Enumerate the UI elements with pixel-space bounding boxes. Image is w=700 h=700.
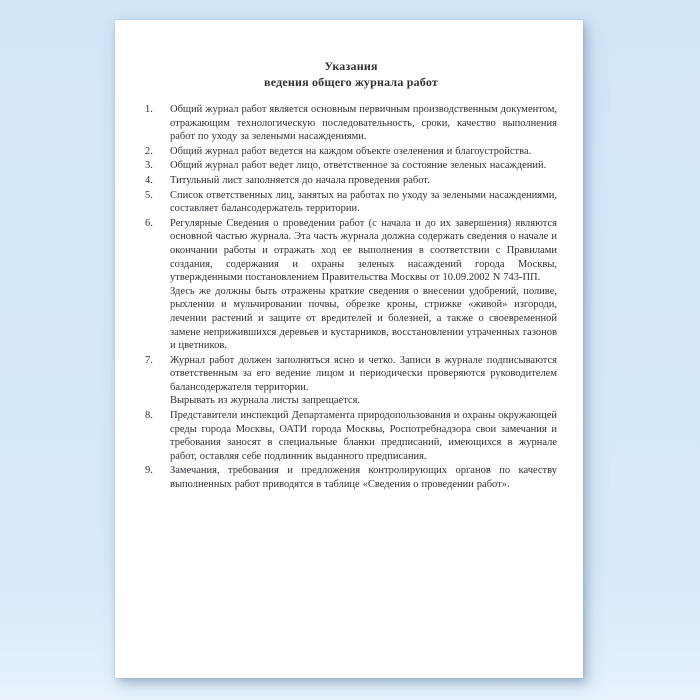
item-text <box>170 189 557 216</box>
item-paragraph: Замечания, требования и предложения контролирующих органов по качеству выполненных работ приводятся в таблице «Сведения о проведении работ». <box>170 465 557 491</box>
document-page <box>115 20 583 678</box>
list-item <box>145 464 557 491</box>
list-item <box>145 145 557 159</box>
item-paragraph: Представители инспекций Департамента природопользования и охраны окружающей среды города Москвы, ОАТИ города Москвы, Роспотребнадзора свои замечания и требования заносят в специальные бланки предписаний, имеющихся в журнале работ, оставляя себе подлинник выданного предписания. <box>170 410 557 462</box>
item-paragraph: Журнал работ должен заполняться ясно и четко. Записи в журнале подписываются ответственным за его ведение лицом и периодически проверяются руководителем балансодержателя территории. <box>170 354 557 393</box>
instructions-list <box>145 103 557 492</box>
item-paragraph: Список ответственных лиц, занятых на работах по уходу за зелеными насаждениями, составляет балансодержатель территории. <box>170 189 557 215</box>
item-number: 7. <box>145 354 153 366</box>
item-text <box>170 464 557 491</box>
item-number: 3. <box>145 160 153 172</box>
list-item <box>145 174 557 188</box>
item-text <box>170 159 557 173</box>
document-title-line2: ведения общего журнала работ <box>264 75 438 89</box>
item-paragraph: Титульный лист заполняется до начала проведения работ. <box>170 174 430 186</box>
item-text <box>170 174 557 188</box>
item-number: 9. <box>145 465 153 477</box>
list-item <box>145 189 557 216</box>
item-number: 6. <box>145 217 153 229</box>
item-number: 5. <box>145 189 153 201</box>
item-paragraph: Регулярные Сведения о проведении работ (с начала и до их завершения) являются основной частью журнала. Эта часть журнала должна содержать сведения о начале и окончании работы и отражать ход ее выполнения в соответствии с Правилами создания, содержания и охраны зеленых насаждений города Москвы, утвержденными постановлением Правительства Москвы от 10.09.2002 N 743-ПП. <box>170 217 557 284</box>
item-text <box>170 145 557 159</box>
item-text <box>170 354 557 408</box>
list-item <box>145 103 557 144</box>
list-item <box>145 159 557 173</box>
item-text <box>170 409 557 463</box>
document-title-line1: Указания <box>324 59 378 73</box>
item-text <box>170 217 557 353</box>
item-paragraph: Здесь же должны быть отражены краткие сведения о внесении удобрений, поливе, рыхлении и мульчировании почвы, обрезке кроны, стрижке «живой» изгороди, лечении растений и защите от вредителей и болезней, а также о своевременной замене неприжившихся деревьев и кустарников, восстановлении утраченных газонов и цветников. <box>170 285 557 352</box>
document-title <box>145 58 557 90</box>
item-number: 1. <box>145 104 153 115</box>
list-item <box>145 217 557 353</box>
item-paragraph: Общий журнал работ ведется на каждом объекте озеленения и благоустройства. <box>170 145 532 157</box>
item-number: 8. <box>145 410 153 422</box>
list-item <box>145 409 557 463</box>
list-item <box>145 354 557 408</box>
item-paragraph: Общий журнал работ ведет лицо, ответственное за состояние зеленых насаждений. <box>170 160 547 172</box>
item-paragraph: Вырывать из журнала листы запрещается. <box>170 395 361 407</box>
item-number: 4. <box>145 174 153 186</box>
item-number: 2. <box>145 145 153 157</box>
item-paragraph: Общий журнал работ является основным первичным производственным документом, отражающим технологическую последовательность, сроки, качество выполнения работ по уходу за зелеными насаждениями. <box>170 104 557 143</box>
item-text <box>170 103 557 144</box>
